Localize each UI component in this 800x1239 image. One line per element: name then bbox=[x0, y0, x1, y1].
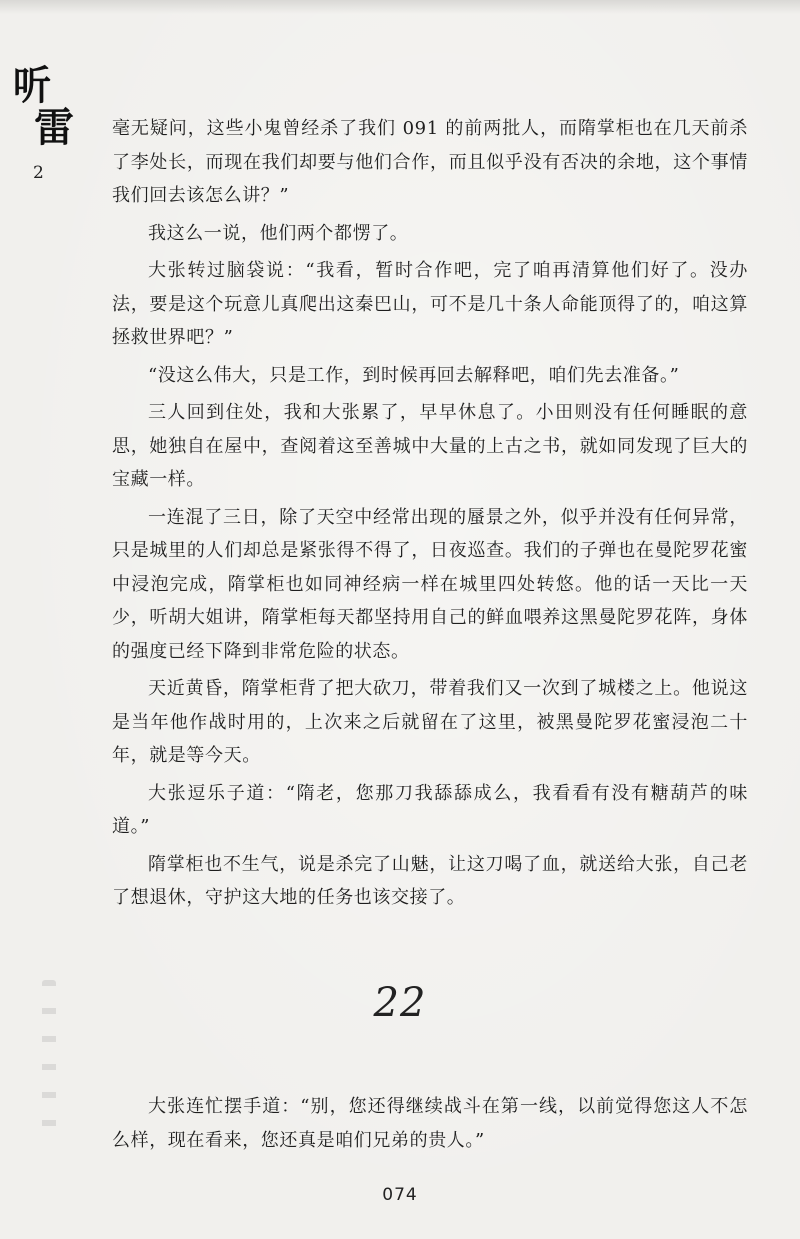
body-text-after-chapter bbox=[112, 1090, 748, 1157]
scan-top-shadow bbox=[0, 0, 800, 14]
paragraph: 毫无疑问，这些小鬼曾经杀了我们 091 的前两批人，而隋掌柜也在几天前杀了李处长，而现在我们却要与他们合作，而且似乎没有否决的余地，这个事情我们回去该怎么讲？” bbox=[112, 118, 748, 206]
body-text bbox=[112, 112, 748, 915]
paragraph: 大张连忙摆手道：“别，您还得继续战斗在第一线，以前觉得您这人不怎么样，现在看来，您还真是咱们兄弟的贵人。” bbox=[112, 1096, 748, 1151]
paragraph: 三人回到住处，我和大张累了，早早休息了。小田则没有任何睡眠的意思，她独自在屋中，查阅着这至善城中大量的上古之书，就如同发现了巨大的宝藏一样。 bbox=[112, 402, 748, 490]
paragraph: 我这么一说，他们两个都愣了。 bbox=[148, 222, 409, 244]
paragraph: 一连混了三日，除了天空中经常出现的蜃景之外，似乎并没有任何异常，只是城里的人们却总是紧张得不得了，日夜巡查。我们的子弹也在曼陀罗花蜜中浸泡完成，隋掌柜也如同神经病一样在城里四处转悠。他的话一天比一天少，听胡大姐讲，隋掌柜每天都坚持用自己的鲜血喂养这黑曼陀罗花阵，身体的强度已经下降到非常危险的状态。 bbox=[112, 506, 748, 662]
paragraph: “没这么伟大，只是工作，到时候再回去解释吧，咱们先去准备。” bbox=[148, 364, 680, 386]
paragraph: 隋掌柜也不生气，说是杀完了山魅，让这刀喝了血，就送给大张，自己老了想退休，守护这大地的任务也该交接了。 bbox=[112, 853, 748, 908]
page-number: 074 bbox=[382, 1185, 418, 1205]
volume-number: 2 bbox=[33, 163, 44, 183]
chapter-number: 22 bbox=[373, 980, 427, 1026]
running-title-char-1: 听 bbox=[13, 62, 51, 109]
paragraph: 天近黄昏，隋掌柜背了把大砍刀，带着我们又一次到了城楼之上。他说这是当年他作战时用的，上次来之后就留在了这里，被黑曼陀罗花蜜浸泡二十年，就是等今天。 bbox=[112, 678, 748, 766]
paragraph: 大张逗乐子道：“隋老，您那刀我舔舔成么，我看看有没有糖葫芦的味道。” bbox=[112, 782, 748, 837]
paragraph: 大张转过脑袋说：“我看，暂时合作吧，完了咱再清算他们好了。没办法，要是这个玩意儿真爬出这秦巴山，可不是几十条人命能顶得了的，咱这算拯救世界吧？” bbox=[112, 260, 748, 348]
running-title-char-2: 雷 bbox=[34, 104, 74, 151]
